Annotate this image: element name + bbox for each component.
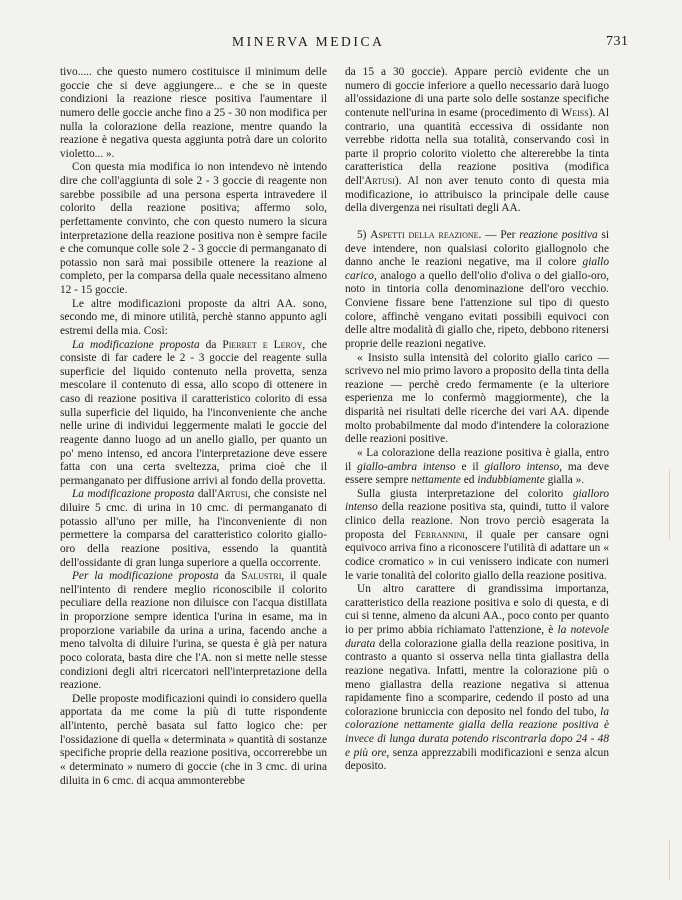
text-run: , senza apprezzabili modificazioni e senza alcun deposito. [345, 746, 609, 773]
paragraph [345, 447, 609, 488]
text-run: e il [455, 460, 485, 473]
text-run: Delle proposte modificazioni quindi io considero quella apportata da me come la più di tutte rispondente all'intento, perchè basata sul fatto logico che: per l'ossidazione di quella « determinata » quantità di sostanze specifiche proprie della reazione positiva, occorrerebbe un « determinato » numero di goccie (che in 3 cmc. di urina diluita in 6 cmc. di acqua ammonterebbe [60, 692, 327, 787]
paragraph [60, 161, 327, 297]
author-name: Weiss [561, 106, 589, 119]
author-name: Salustri [241, 570, 282, 583]
paragraph [60, 488, 327, 570]
emphasis-text: La modificazione proposta [72, 338, 200, 351]
text-run: , il quale per cansare ogni equivoco arriva fino a riconoscere l'utilità di adattare un « codice cromatico » in cui venissero indicate con numeri le varie tonalità del colorito giallo della reazione positiva. [345, 528, 609, 582]
page-edge-mark [669, 840, 670, 880]
text-run: Un altro carattere di grandissima importanza, caratteristico della reazione positiva e solo di questa, e di cui si tenne, almeno da alcuni AA., poco conto per quanto io per primo abbia richiamato l'attenzione, è [345, 583, 609, 636]
text-run: , analogo a quello dell'olio d'oliva o del giallo-oro, noto in tintoria colla denominazione dell'oro vecchio. Conviene fissare bene l'attenzione sul tipo di questo colore, affinchè vengano evitati possibili equivoci con delle altre modalità di giallo che, ripeto, debbono ritenersi proprie delle reazioni negative. [345, 269, 609, 350]
emphasis-text: giallo carico [345, 256, 609, 282]
text-run: della colorazione gialla della reazione positiva, in contrasto a quanto si osserva nella tinta giallastra della reazione negativa. Infatti, mentre la colorazione più o meno giallastra della reazione negativa si attenua rapidamente fino a scomparire, cedendo il posto ad una colorazione bruniccia con deposito nel fondo del tubo, [345, 637, 609, 718]
text-run: , che consiste nel diluire 5 cmc. di urina in 10 cmc. di permanganato di potassio all'uno per mille, ha l'inconveniente di non permettere la comparsa del caratteristico colorito giallo-oro della reazione positiva, essendo la quantità dell'ossidante di gran lunga superiore a quella occorrente. [60, 488, 327, 569]
page-edge-mark [669, 470, 670, 540]
emphasis-text: Per la modificazione proposta [72, 570, 219, 583]
emphasis-text: giallo-ambra intenso [357, 460, 456, 473]
text-run: gialla ». [544, 474, 585, 487]
emphasis-text: reazione positiva [519, 228, 598, 241]
text-run: si deve intendere, non qualsiasi colorito giallognolo che danno anche le reazioni negative, ma il colore [345, 228, 609, 269]
emphasis-text: La modificazione proposta [72, 488, 195, 501]
text-run: Con questa mia modifica io non intendevo nè intendo dire che coll'aggiunta di sole 2 - 3 goccie di reagente non sarebbe possibile ad una persona esperta intravedere il colorito della reazione positiva; affermo solo, perfettamente convinto, che con questo numero la sicura interpretazione della reazione positiva non è sempre facile e che comunque colle sole 2 - 3 goccie di permanganato di potassio non sarà mai possibile ottenere la reazione al completo, per la comparsa della quale necessitano almeno 12 - 15 goccie. [60, 161, 327, 296]
paragraph [60, 693, 327, 788]
text-run: « Insisto sulla intensità del colorito giallo carico — scrivevo nel mio primo lavoro a proposito della tinta della reazione — perchè credo fermamente (e la ulteriore esperienza me lo confermò maggiormente), che la disparità nei risultati delle ricerche dei vari AA. dipende molto probabilmente dal modo d'intendere la colorazione delle reazioni positive. [345, 351, 609, 446]
text-run: da [218, 570, 242, 583]
author-name: Ferrannini [414, 528, 465, 541]
running-title: MINERVA MEDICA [232, 34, 385, 49]
text-run: ed [460, 474, 478, 487]
paragraph [345, 229, 609, 352]
author-name: Aspetti della reazione [370, 228, 479, 241]
text-run: 5) [357, 228, 371, 241]
text-run: Sulla giusta interpretazione del colorito [357, 487, 573, 500]
paragraph [345, 583, 609, 774]
paragraph [345, 66, 609, 216]
paragraph [60, 66, 327, 161]
text-run: . — Per [478, 228, 520, 241]
emphasis-text: gialloro intenso [484, 460, 560, 473]
paragraph [345, 352, 609, 447]
paragraph [60, 298, 327, 339]
text-run: della reazione positiva sta, quindi, tutto il valore clinico della reazione. Non trovo perciò esagerata la proposta del [345, 501, 609, 541]
emphasis-text: gialloro intenso [345, 487, 609, 514]
author-name: Artusi [364, 175, 395, 187]
text-run: , che consiste di far cadere le 2 - 3 goccie del reagente sulla superficie del liquido contenuto nella provetta, senza mescolare il contenuto di essa, allo scopo di ottenere in caso di reazione positiva il caratteristico colorito di essa sulla superficie del liquido, ha l'inconveniente che anche nelle urine di individui leggermente malati le goccie del reagente danno luogo ad un anello giallo, per quanto un po' meno intenso, ed ancora l'interpretazione deve essere fatta con una certa sveltezza, prima cioè che il permanganato per diffusione arrivi al fondo della provetta. [60, 338, 327, 487]
emphasis-text: indubbiamente [477, 474, 545, 487]
author-name: Pierret e Leroy [222, 338, 303, 351]
author-name: Artusi [216, 488, 248, 501]
text-run: , ma deve essere sempre [345, 460, 609, 487]
text-run: , il quale nell'intento di rendere meglio riconoscibile il colorito peculiare della reazione non diluisce con l'acqua distillata in proporzione sempre identica l'urina in esame, ma in proporzione variabile da urina a urina, facendo anche a meno talvolta di diluire l'urina, se questa è già per natura poco colorata, basta dire che l'A. non si mette nelle stesse condizioni degli altri ricercatori nell'interpretazione della reazione. [60, 570, 327, 692]
text-run: tivo..... che questo numero costituisce il minimum delle goccie che si deve aggiungere... e che se in queste condizioni la reazione riesce positiva l'aumentare il numero delle goccie anche fino a 25 - 30 non modifica per nulla la colorazione della reazione, mentre quando la reazione è negativa questa aggiunta potrà dare un colorito violetto... ». [60, 66, 327, 160]
emphasis-text: la notevole durata [345, 624, 609, 650]
text-run: dall' [194, 488, 217, 501]
page-header [0, 34, 682, 56]
left-text-column [60, 66, 327, 788]
paragraph [60, 570, 327, 693]
text-run: ). Al non aver tenuto conto di questa mia modificazione, io attribuisco la principale delle cause della divergenza nei risultati degli AA. [345, 175, 609, 215]
emphasis-text: nettamente [411, 474, 461, 487]
page-number: 731 [606, 34, 629, 49]
text-run: da 15 a 30 goccie). Appare perciò evidente che un numero di goccie inferiore a quello necessario darà luogo all'ossidazione di una parte solo delle sostanze specifiche contenute nell'urina in esame (procedimento di [345, 66, 609, 119]
text-run: Le altre modificazioni proposte da altri AA. sono, secondo me, di minore utilità, perchè stanno appunto agli estremi della mia. Così: [60, 297, 327, 337]
emphasis-text: la colorazione nettamente gialla della reazione positiva è invece di lunga durata potendo riscontrarla dopo 24 - 48 e più ore [345, 705, 609, 759]
paragraph [60, 339, 327, 489]
paragraph [345, 488, 609, 583]
text-run: da [199, 338, 223, 351]
text-run: ). Al contrario, una quantità eccessiva di ossidante non verrebbe ridotta nella sua totalità, conservando così in parte il proprio colorito violetto che altererebbe la tinta caratteristica della reazione positiva (modifica dell' [345, 106, 610, 187]
text-run: « La colorazione della reazione positiva è gialla, entro il [345, 446, 609, 473]
right-text-column [345, 66, 609, 774]
